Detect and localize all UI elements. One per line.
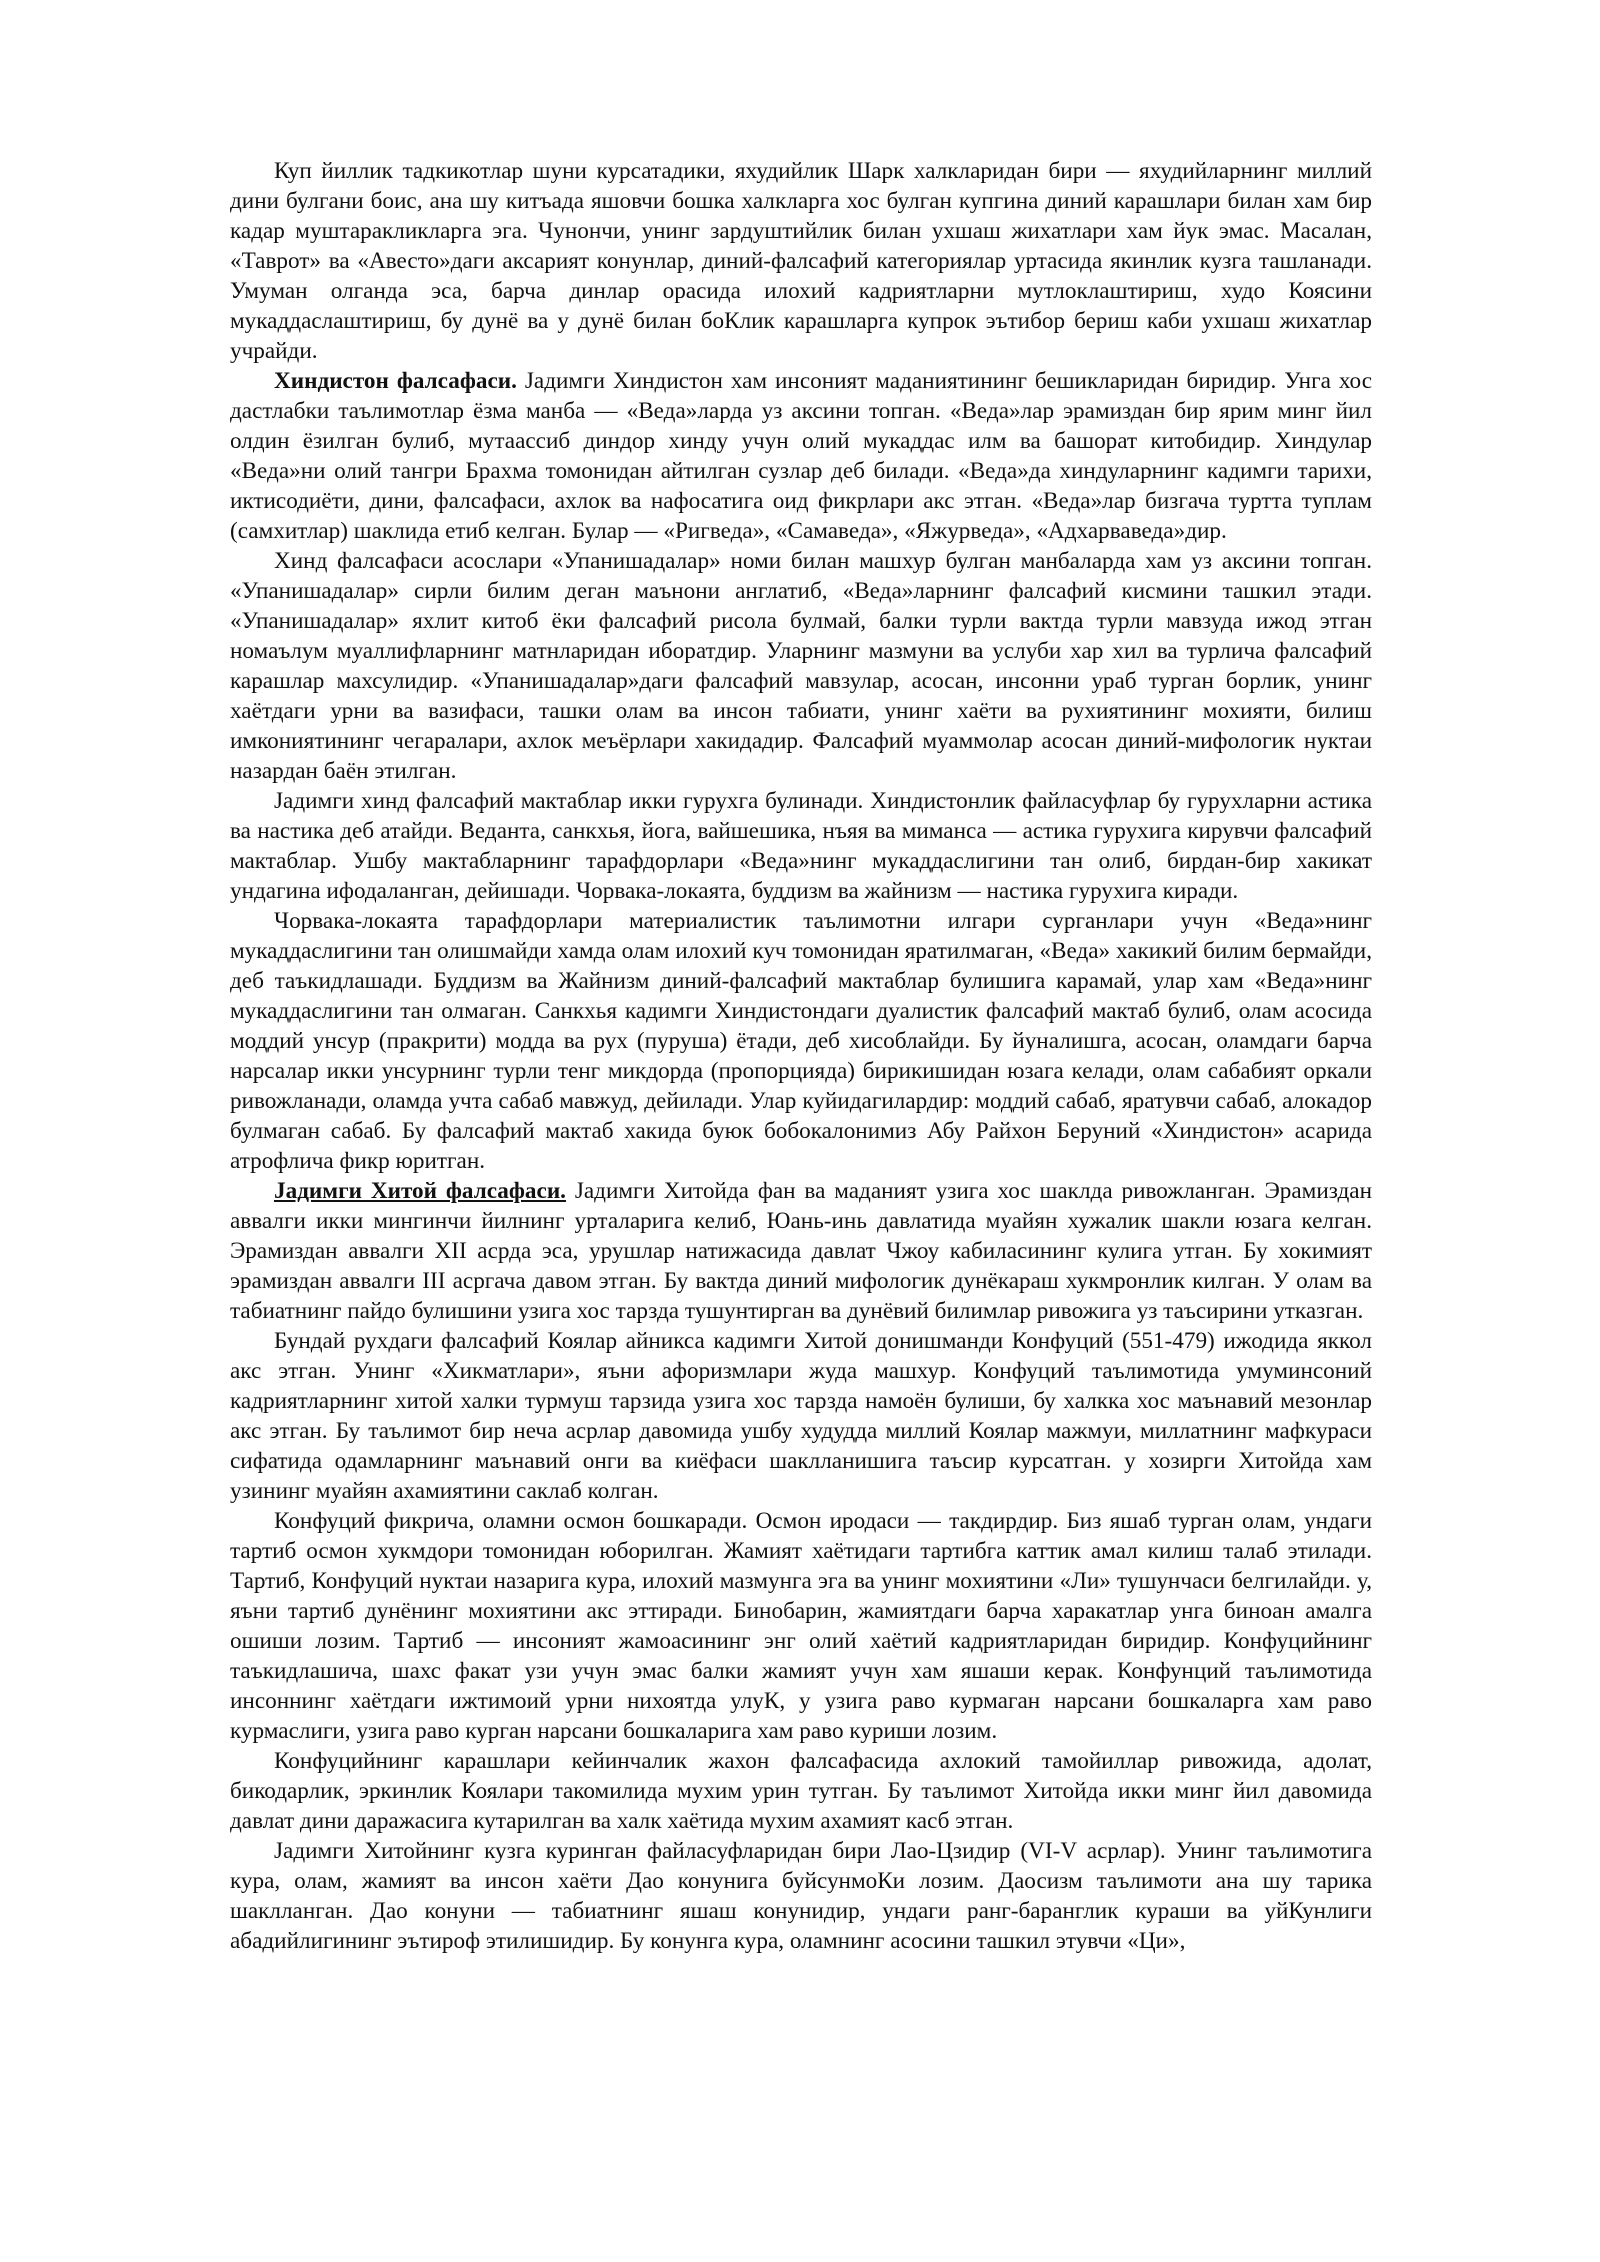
paragraph-lao-tzu <box>230 1836 1372 1956</box>
section-heading-china: Јадимги Хитой фалсафаси. <box>274 1178 566 1204</box>
paragraph-text: Чорвака-локаята тарафдорлари материалистик таълимотни илгари сурганлари учун «Веда»нинг мукаддаслигини тан олишмайди хамда олам илохий куч томонидан яратилмаган, «Веда» хакикий билим бермайди, деб таъкидлашади. Буддизм ва Жайнизм диний-фалсафий мактаблар булишига карамай, улар хам «Веда»нинг мукаддаслигини тан олмаган. Санкхья кадимги Хиндистондаги дуалистик фалсафий мактаб булиб, олам асосида моддий унсур (пракрити) модда ва рух (пуруша) ётади, деб хисоблайди. Бу йуналишга, асосан, оламдаги барча нарсалар икки унсурнинг турли тенг микдорда (пропорцияда) бирикишидан юзага келади, олам сабабият оркали ривожланади, оламда учта сабаб мавжуд, дейилади. Улар куйидагилардир: моддий сабаб, яратувчи сабаб, алокадор булмаган сабаб. Бу фалсафий мактаб хакида буюк бобокалонимиз Абу Райхон Беруний «Хиндистон» асарида атрофлича фикр юритган. <box>230 908 1372 1174</box>
paragraph-india-philosophy <box>230 366 1372 546</box>
paragraph-confucius-legacy <box>230 1746 1372 1836</box>
paragraph-text: Јадимги Хитойнинг кузга куринган файласуфларидан бири Лао-Цзидир (VI-V асрлар). Унинг таълимотига кура, олам, жамият ва инсон хаёти Дао конунига буйсунмоКи лозим. Даосизм таълимоти ана шу тарика шаклланган. Дао конуни — табиатнинг яшаш конунидир, ундаги ранг-баранглик кураши ва уйКунлиги абадийлигининг эътироф этилишидир. Бу конунга кура, оламнинг асосини ташкил этувчи «Ци», <box>230 1838 1372 1954</box>
paragraph-text: Јадимги Хитойда фан ва маданият узига хос шаклда ривожланган. Эрамиздан аввалги икки мингинчи йилнинг урталарига келиб, Юань-инь давлатида муайян хужалик шакли юзага келган. Эрамиздан аввалги XII асрда эса, урушлар натижасида давлат Чжоу кабиласининг кулига утган. Бу хокимият эрамиздан аввалги III асргача давом этган. Бу вактда диний мифологик дунёкараш хукмронлик килган. У олам ва табиатнинг пайдо булишини узига хос тарзда тушунтирган ва дунёвий билимлар ривожига уз таъсирини утказган. <box>230 1178 1372 1324</box>
paragraph-text: Јадимги хинд фалсафий мактаблар икки гурухга булинади. Хиндистонлик файласуфлар бу гурухларни астика ва настика деб атайди. Веданта, санкхья, йога, вайшешика, нъяя ва миманса — астика гурухига кирувчи фалсафий мактаблар. Ушбу мактабларнинг тарафдорлари «Веда»нинг мукаддаслигини тан олиб, бирдан-бир хакикат ундагина ифодаланган, дейишади. Чорвака-локаята, буддизм ва жайнизм — настика гурухига киради. <box>230 788 1372 904</box>
paragraph-text: Бундай рухдаги фалсафий Коялар айникса кадимги Хитой донишманди Конфуций (551-479) ижодида яккол акс этган. Унинг «Хикматлари», яъни афоризмлари жуда машхур. Конфуций таълимотида умуминсоний кадриятларнинг хитой халки турмуш тарзида узига хос тарзда намоён булиши, бу халкка хос маънавий мезонлар акс этган. Бу таълимот бир неча асрлар давомида ушбу худудда миллий Коялар мажмуи, миллатнинг мафкураси сифатида одамларнинг маънавий онги ва киёфаси шаклланишига таъсир курсатган. у хозирги Хитойда хам узининг муайян ахамиятини саклаб колган. <box>230 1328 1372 1504</box>
paragraph-text: Куп йиллик тадкикотлар шуни курсатадики, яхудийлик Шарк халкларидан бири — яхудийларнинг миллий дини булгани боис, ана шу китъада яшовчи бошка халкларга хос булган купгина диний карашлари билан хам бир кадар муштаракликларга эга. Чунончи, унинг зардуштийлик билан ухшаш жихатлари хам йук эмас. Масалан, «Таврот» ва «Авесто»даги аксарият конунлар, диний-фалсафий категориялар уртасида якинлик кузга ташланади. Умуман олганда эса, барча динлар орасида илохий кадриятларни мутлоклаштириш, худо Коясини мукаддаслаштириш, бу дунё ва у дунё билан боКлик карашларга купрок эътибор бериш каби ухшаш жихатлар учрайди. <box>230 158 1372 364</box>
paragraph-text: Јадимги Хиндистон хам инсоният маданиятининг бешикларидан биридир. Унга хос дастлабки таълимотлар ёзма манба — «Веда»ларда уз аксини топган. «Веда»лар эрамиздан бир ярим минг йил олдин ёзилган булиб, мутаассиб диндор хинду учун олий мукаддас илм ва башорат китобидир. Хиндулар «Веда»ни олий тангри Брахма томонидан айтилган сузлар деб билади. «Веда»да хиндуларнинг кадимги тарихи, иктисодиёти, дини, фалсафаси, ахлок ва нафосатига оид фикрлари акс этган. «Веда»лар бизгача туртта туплам (самхитлар) шаклида етиб келган. Булар — «Ригведа», «Самаведа», «Яжурведа», «Адхарваведа»дир. <box>230 368 1372 544</box>
document-page <box>230 156 1372 1956</box>
paragraph-text: Конфуций фикрича, оламни осмон бошкаради. Осмон иродаси — такдирдир. Биз яшаб турган олам, ундаги тартиб осмон хукмдори томонидан юборилган. Жамият хаётидаги тартибга каттик амал килиш талаб этилади. Тартиб, Конфуций нуктаи назарига кура, илохий мазмунга эга ва унинг мохиятини «Ли» тушунчаси белгилайди. у, яъни тартиб дунёнинг мохиятини акс эттиради. Бинобарин, жамиятдаги барча харакатлар унга биноан амалга ошиши лозим. Тартиб — инсоният жамоасининг энг олий хаётий кадриятларидан биридир. Конфуцийнинг таъкидлашича, шахс факат узи учун эмас балки жамият учун хам яшаши керак. Конфунций таълимотида инсоннинг хаётдаги ижтимоий урни нихоятда улуК, у узига раво курмаган нарсани бошкаларга хам раво курмаслиги, узига раво курган нарсани бошкаларига хам раво куриши лозим. <box>230 1508 1372 1744</box>
paragraph-schools <box>230 786 1372 906</box>
paragraph-text: Конфуцийнинг карашлари кейинчалик жахон фалсафасида ахлокий тамойиллар ривожида, адолат, бикодарлик, эркинлик Коялари такомилида мухим урин тутган. Бу таълимот Хитойда икки минг йил давомида давлат дини даражасига кутарилган ва халк хаётида мухим ахамият касб этган. <box>230 1748 1372 1834</box>
paragraph-confucius <box>230 1326 1372 1506</box>
paragraph-intro <box>230 156 1372 366</box>
paragraph-china-philosophy <box>230 1176 1372 1326</box>
paragraph-charvaka <box>230 906 1372 1176</box>
paragraph-text: Хинд фалсафаси асослари «Упанишадалар» номи билан машхур булган манбаларда хам уз аксини топган. «Упанишадалар» сирли билим деган маънони англатиб, «Веда»ларнинг фалсафий кисмини ташкил этади. «Упанишадалар» яхлит китоб ёки фалсафий рисола булмай, балки турли вактда турли мавзуда ижод этган номаълум муаллифларнинг матнларидан иборатдир. Уларнинг мазмуни ва услуби хар хил ва турлича фалсафий карашлар махсулидир. «Упанишадалар»даги фалсафий мавзулар, асосан, инсонни ураб турган борлик, унинг хаётдаги урни ва вазифаси, ташки олам ва инсон табиати, унинг хаёти ва рухиятининг мохияти, билиш имкониятининг чегаралари, ахлок меъёрлари хакидадир. Фалсафий муаммолар асосан диний-мифологик нуктаи назардан баён этилган. <box>230 548 1372 784</box>
section-heading-india: Хиндистон фалсафаси. <box>274 368 517 394</box>
paragraph-upanishads <box>230 546 1372 786</box>
paragraph-confucius-order <box>230 1506 1372 1746</box>
